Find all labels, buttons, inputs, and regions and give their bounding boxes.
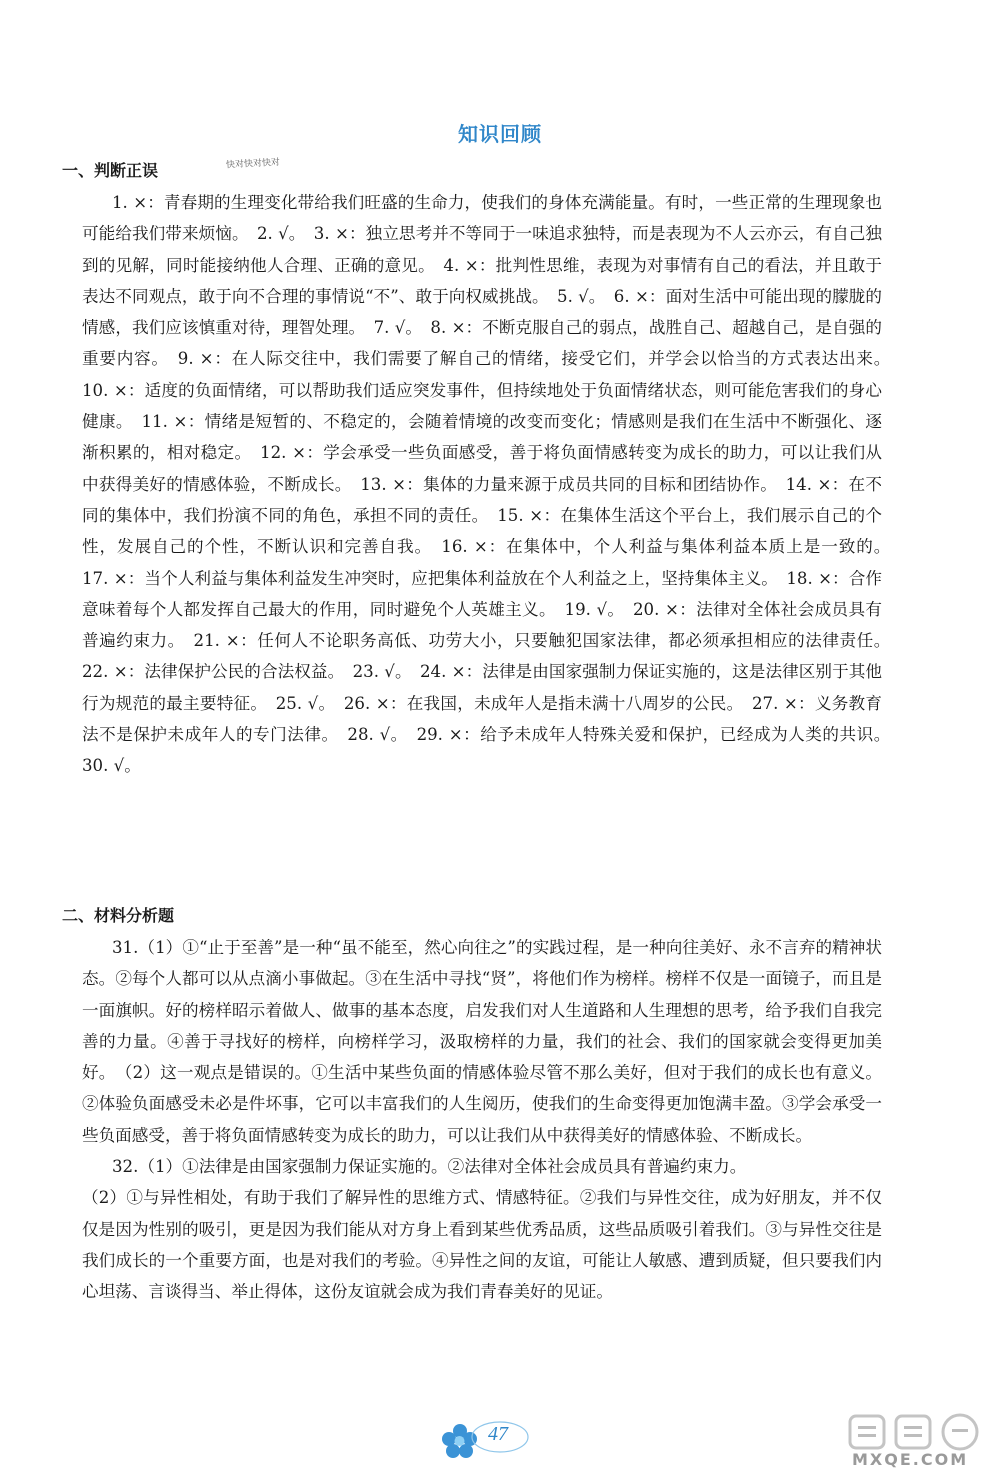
question-32-part-2-answer: （2）①与异性相处，有助于我们了解异性的思维方式、情感特征。②我们与异性交往，成为好朋友，并不仅仅是因为性别的吸引，更是因为我们能从对方身上看到某些优秀品质，这些品质吸引着我们。③与异性交往是我们成长的一个重要方面，也是对我们的考验。④异性之间的友谊，可能让人敏感、遭到质疑，但只要我们内心坦荡、言谈得当、举止得体，这份友谊就会成为我们青春美好的见证。: [82, 1188, 882, 1302]
section-heading-judge: 一、判断正误: [62, 161, 159, 180]
page-number: 47: [488, 1423, 508, 1445]
judge-answers: [82, 187, 899, 782]
question-31-answer: 31.（1）①“止于至善”是一种“虽不能至，然心向往之”的实践过程，是一种向往美好、永不言弃的精神状态。②每个人都可以从点滴小事做起。③在生活中寻找“贤”，将他们作为榜样。榜样不仅是一面镜子，而且是一面旗帜。好的榜样昭示着做人、做事的基本态度，启发我们对人生道路和人生理想的思考，给予我们自我完善的力量。④善于寻找好的榜样，向榜样学习，汲取榜样的力量，我们的社会、我们的国家就会变得更加美好。 （2）这一观点是错误的。①生活中某些负面的情感体验尽管不那么美好，但对于我们的成长也有意义。②体验负面感受未必是件坏事，它可以丰富我们的人生阅历，使我们的生命变得更加饱满丰盈。③学会承受一些负面感受，善于将负面情感转变为成长的助力，可以让我们从中获得美好的情感体验、不断成长。: [82, 938, 882, 1145]
section-heading-analysis: 二、材料分析题: [62, 906, 175, 925]
analysis-answers: [82, 932, 882, 1308]
page-title: 知识回顾: [458, 122, 542, 146]
question-32-part-1-answer: 32.（1）①法律是由国家强制力保证实施的。②法律对全体社会成员具有普遍约束力。: [112, 1157, 747, 1177]
watermark-url: MXQE.COM: [852, 1450, 969, 1469]
judge-answers-text: 1. ×：青春期的生理变化带给我们旺盛的生命力，使我们的身体充满能量。有时，一些正常的生理现象也可能给我们带来烦恼。 2. √。 3. ×：独立思考并不等同于一味追求独特，而是表现为不人云亦云，有自己独到的见解，同时能接纳他人合理、正确的意见。 4. ×：批判性思维，表现为对事情有自己的看法，并且敢于表达不同观点，敢于向不合理的事情说“不”、敢于向权威挑战。 5. √。 6. ×：面对生活中可能出现的朦胧的情感，我们应该慎重对待，理智处理。 7. √。 8. ×：不断克服自己的弱点，战胜自己、超越自己，是自强的重要内容。 9. ×：在人际交往中，我们需要了解自己的情绪，接受它们，并学会以恰当的方式表达出来。 10. ×：适度的负面情绪，可以帮助我们适应突发事件，但持续地处于负面情绪状态，则可能危害我们的身心健康。 11. ×：情绪是短暂的、不稳定的，会随着情境的改变而变化；情感则是我们在生活中不断强化、逐渐积累的，相对稳定。 12. ×：学会承受一些负面感受，善于将负面情感转变为成长的助力，可以让我们从中获得美好的情感体验，不断成长。 13. ×：集体的力量来源于成员共同的目标和团结协作。 14. ×：在不同的集体中，我们扮演不同的角色，承担不同的责任。 15. ×：在集体生活这个平台上，我们展示自己的个性，发展自己的个性，不断认识和完善自我。 16. ×：在集体中，个人利益与集体利益本质上是一致的。 17. ×：当个人利益与集体利益发生冲突时，应把集体利益放在个人利益之上，坚持集体主义。 18. ×：合作意味着每个人都发挥自己最大的作用，同时避免个人英雄主义。 19. √。 20. ×：法律对全体社会成员具有普遍约束力。 21. ×：任何人不论职务高低、功劳大小，只要触犯国家法律，都必须承担相应的法律责任。 22. ×：法律保护公民的合法权益。 23. √。 24. ×：法律是由国家强制力保证实施的，这是法律区别于其他行为规范的最主要特征。 25. √。 26. ×：在我国，未成年人是指未满十八周岁的公民。 27. ×：义务教育法不是保护未成年人的专门法律。 28. √。 29. ×：给予未成年人特殊关爱和保护，已经成为人类的共识。 30. √。: [82, 193, 899, 776]
page-footer: [440, 1417, 560, 1457]
watermark-stamp: 快对快对快对: [225, 157, 281, 171]
